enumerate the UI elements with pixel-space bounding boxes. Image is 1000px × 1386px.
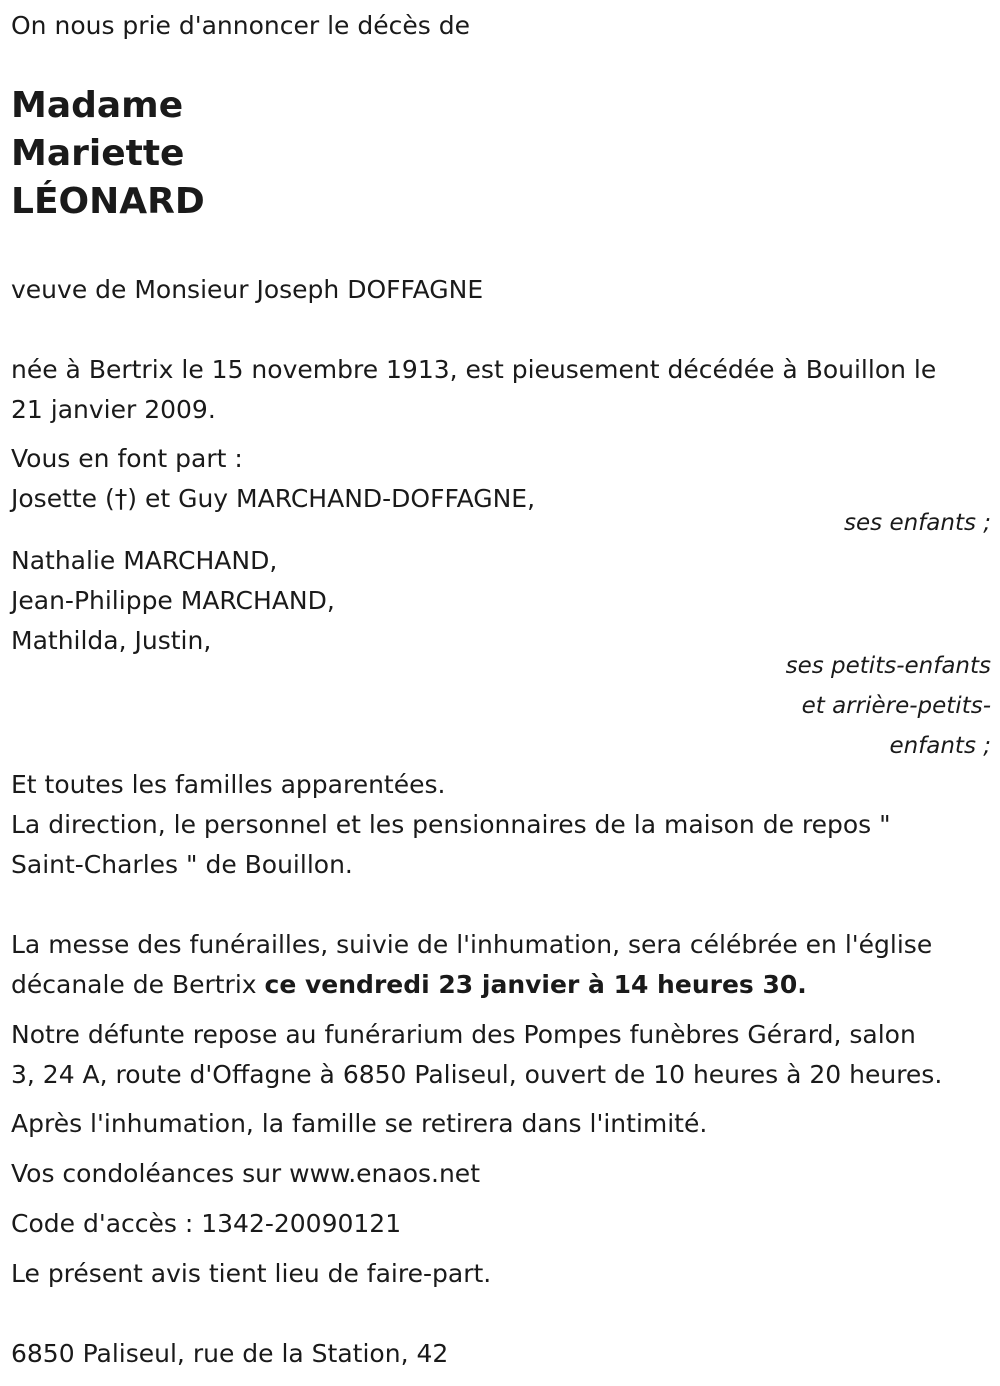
after-burial-text: Après l'inhumation, la famille se retirera dans l'intimité. xyxy=(11,1109,708,1138)
deceased-first-name: Mariette xyxy=(11,133,185,174)
address-text: 6850 Paliseul, rue de la Station, 42 xyxy=(11,1339,449,1368)
related-families: Et toutes les familles apparentées. xyxy=(11,770,446,799)
grandchildren-label-2: et arrière-petits- xyxy=(801,693,991,719)
grandchild-2: Jean-Philippe MARCHAND, xyxy=(11,586,335,615)
children-names: Josette (†) et Guy MARCHAND-DOFFAGNE, xyxy=(11,484,536,513)
funeral-date-time: ce vendredi 23 janvier à 14 heures 30. xyxy=(264,970,807,999)
deceased-last-name: LÉONARD xyxy=(11,181,205,222)
repose-line-2: 3, 24 A, route d'Offagne à 6850 Paliseul, ouvert de 10 heures à 20 heures. xyxy=(11,1060,943,1089)
children-label: ses enfants ; xyxy=(844,510,991,536)
condolences-text: Vos condoléances sur www.enaos.net xyxy=(11,1159,480,1188)
grandchildren-label-1: ses petits-enfants xyxy=(785,653,991,679)
mass-line-2 xyxy=(11,965,807,1005)
grandchildren-label-3: enfants ; xyxy=(889,733,991,759)
birth-death-line-1: née à Bertrix le 15 novembre 1913, est pieusement décédée à Bouillon le xyxy=(11,355,937,384)
access-code-text: Code d'accès : 1342-20090121 xyxy=(11,1209,402,1238)
repose-line-1: Notre défunte repose au funérarium des Pompes funèbres Gérard, salon xyxy=(11,1020,916,1049)
notice-text: Le présent avis tient lieu de faire-part. xyxy=(11,1259,492,1288)
widow-of-text: veuve de Monsieur Joseph DOFFAGNE xyxy=(11,275,484,304)
rest-home-line-2: Saint-Charles " de Bouillon. xyxy=(11,850,353,879)
grandchild-1: Nathalie MARCHAND, xyxy=(11,546,278,575)
rest-home-line-1: La direction, le personnel et les pensionnaires de la maison de repos " xyxy=(11,810,891,839)
mass-line-1: La messe des funérailles, suivie de l'inhumation, sera célébrée en l'église xyxy=(11,930,933,959)
intro-text: On nous prie d'annoncer le décès de xyxy=(11,11,470,40)
birth-death-line-2: 21 janvier 2009. xyxy=(11,395,216,424)
family-intro: Vous en font part : xyxy=(11,444,243,473)
mass-line-2-prefix: décanale de Bertrix xyxy=(11,970,265,999)
great-grandchildren: Mathilda, Justin, xyxy=(11,626,212,655)
deceased-title: Madame xyxy=(11,85,184,126)
